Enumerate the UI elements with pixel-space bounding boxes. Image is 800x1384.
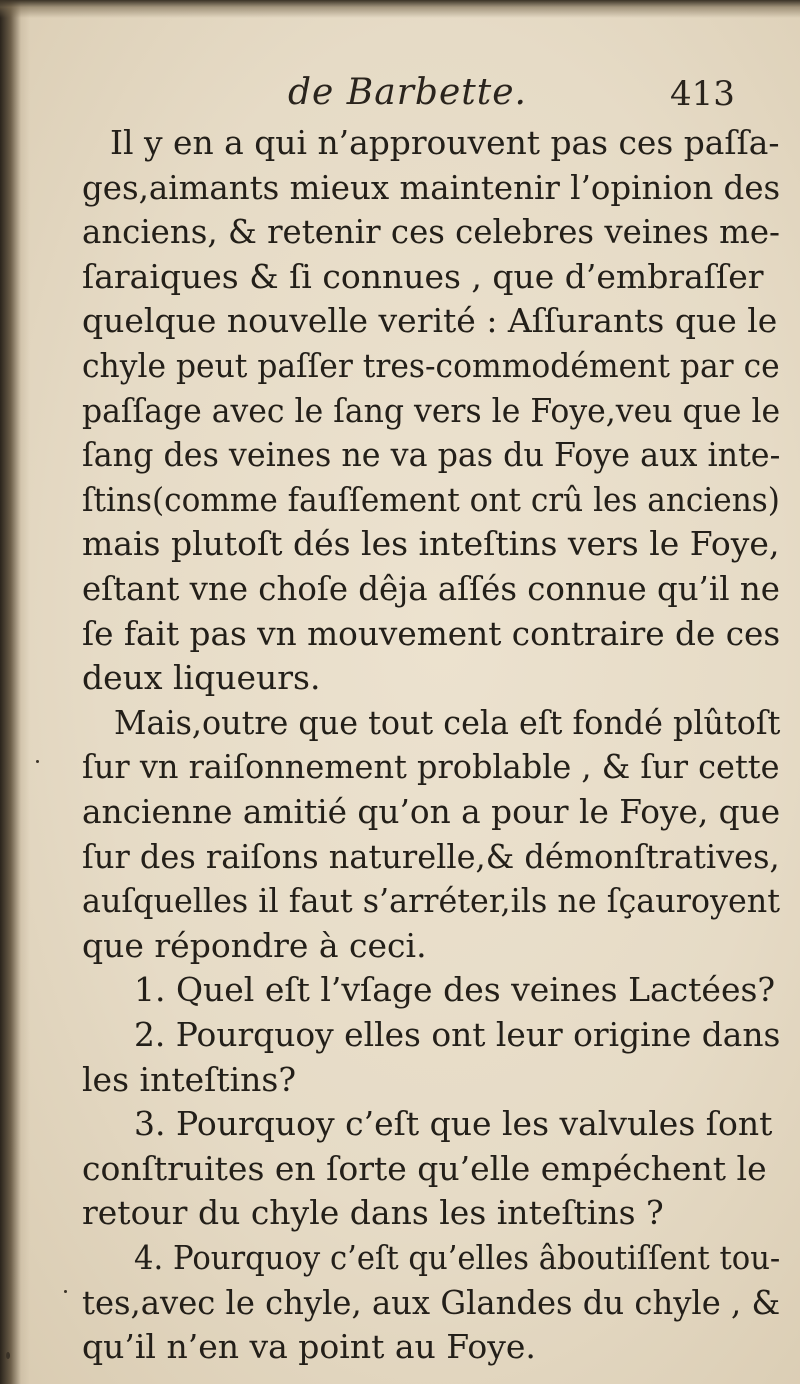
text-line: Il y en a qui n’approuvent pas ces paſſa- [110,123,780,162]
text-line: ſur vn raiſonnement problable , & ſur cette [82,747,780,787]
text-line: ancienne amitié qu’on a pour le Foye, que [82,792,781,831]
ink-speck [6,1352,10,1359]
text-line: mais plutoſt dés les inteſtins vers le Foye, [82,524,780,564]
binding-shadow [0,0,30,1384]
text-line: 3. Pourquoy c’eſt que les valvules ſont [134,1104,773,1144]
ink-speck [36,760,39,763]
text-line: deux liqueurs. [82,658,321,698]
text-line: auſquelles il faut s’arréter,ils ne ſçauroyent [82,881,780,921]
text-line: tes,avec le chyle, aux Glandes du chyle , & [82,1282,781,1322]
text-line: 4. Pourquoy c’eſt qu’elles âboutiſſent tou- [134,1238,781,1277]
text-line: ſe fait pas vn mouvement contraire de ces [82,613,781,653]
text-line: paſſage avec le ſang vers le Foye,veu que le [82,390,781,430]
top-edge-shadow [0,0,800,18]
text-line: chyle peut paſſer tres-commodément par ce [82,346,780,385]
text-line: ſang des veines ne va pas du Foye aux inte- [82,435,781,475]
text-line: les inteſtins? [82,1059,297,1099]
ink-speck [64,1290,67,1293]
text-line: ſtins(comme fauſſement ont crû les anciens) [82,479,780,519]
text-line: quelque nouvelle verité : Aſſurants que le [82,301,778,341]
text-line: conſtruites en ſorte qu’elle empéchent le [82,1148,767,1188]
text-line: ſaraiques & ſi connues , que d’embraſſer [82,256,764,296]
text-line: qu’il n’en va point au Foye. [82,1327,536,1367]
text-line: que répondre à ceci. [82,925,427,965]
page-header [0,72,800,122]
text-line: eſtant vne choſe dêja aſſés connue qu’il ne [82,569,780,608]
page-number: 413 [670,74,735,114]
text-line: Mais,outre que tout cela eſt fondé plûtoſt [114,702,781,742]
text-line: 2. Pourquoy elles ont leur origine dans [134,1015,781,1054]
text-line: ges,aimants mieux maintenir l’opinion des [82,167,781,207]
text-line: retour du chyle dans les inteſtins ? [82,1193,664,1233]
text-line: ſur des raiſons naturelle,& démonſtratives, [82,836,780,876]
running-title: de Barbette. [288,72,527,113]
text-line: anciens, & retenir ces celebres veines me- [82,212,780,252]
text-line: 1. Quel eſt l’vſage des veines Lactées? [134,970,776,1010]
